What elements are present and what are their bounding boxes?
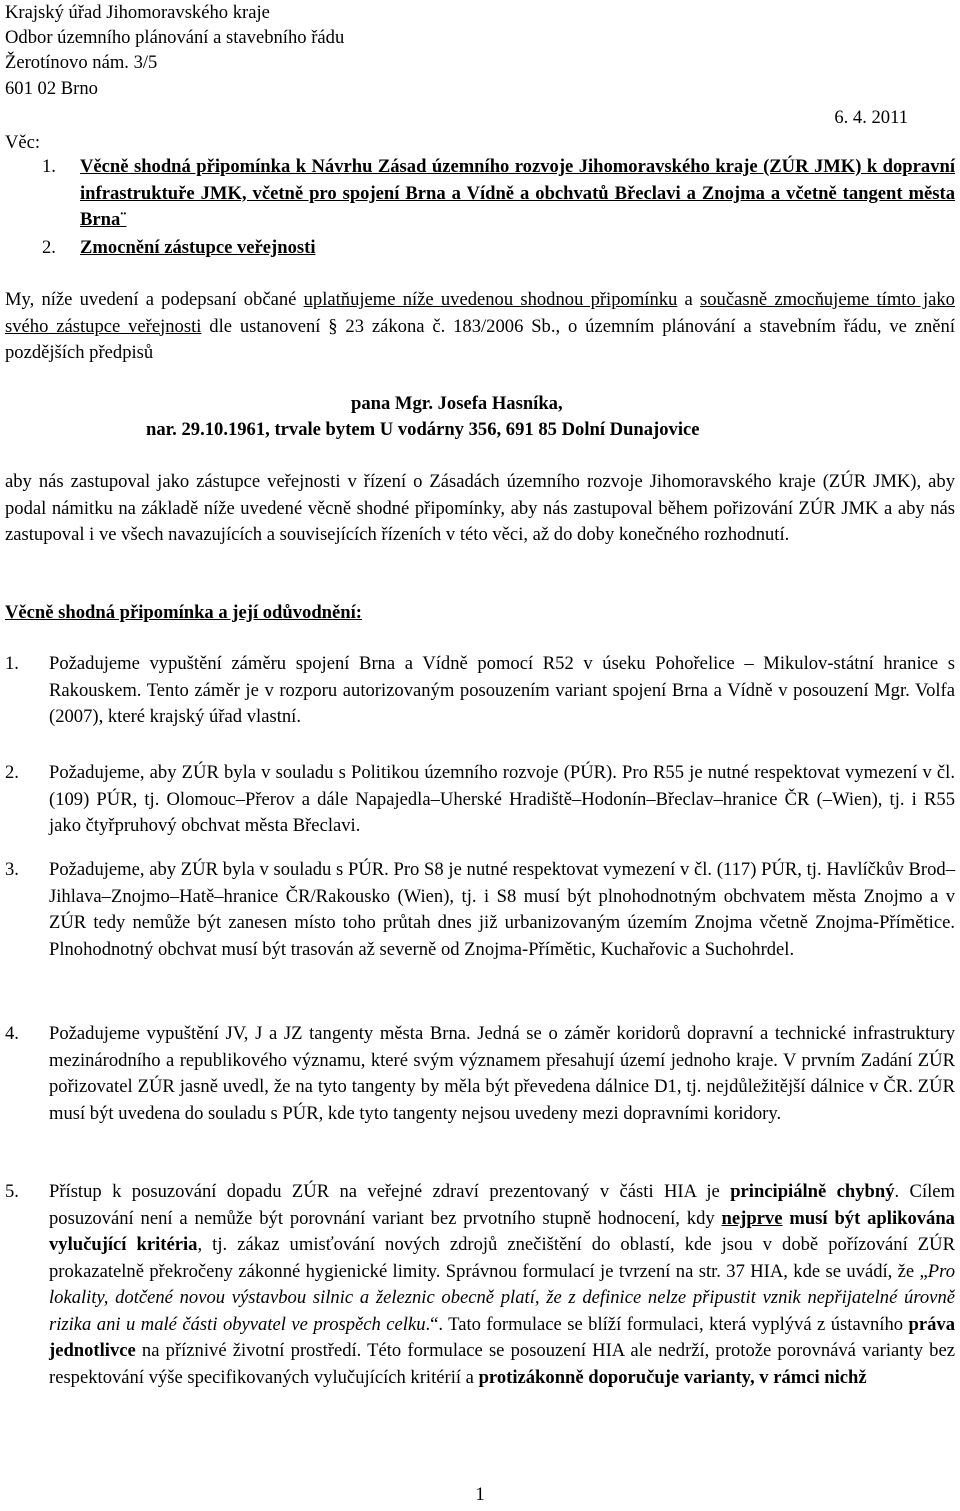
subject-label: Věc:	[5, 132, 41, 153]
point-number: 3.	[5, 859, 19, 880]
address-line-4: 601 02 Brno	[5, 78, 98, 99]
point-text: Požadujeme vypuštění záměru spojení Brna a Vídně pomocí R52 v úseku Pohořelice – Mikulov-státní hranice s Rakouskem. Tento záměr je v rozporu autorizovaným posouzením variant spojení Brna a Vídně v posouzení Mgr. Volfa (2007), které krajský úřad vlastní.	[49, 653, 955, 727]
subject-item-number: 2.	[42, 237, 56, 258]
letter-date: 6. 4. 2011	[834, 107, 908, 128]
point-number: 4.	[5, 1023, 19, 1044]
subject-item-number: 1.	[42, 156, 56, 177]
point-text: Požadujeme, aby ZÚR byla v souladu s PÚR. Pro S8 je nutné respektovat vymezení v čl. (117) PÚR, tj. Havlíčkův Brod–Jihlava–Znojmo–Hatě–hranice ČR/Rakousko (Wien), tj. i S8 musí být plnohodnotným obchvatem města Znojmo a v ZÚR tedy nemůže být zanesen místo toho průtah dnes již urbanizovaným územím Znojma včetně Znojma-Přímětice. Plnohodnotný obchvat musí být trasován až severně od Znojma-Přímětic, Kuchařovic a Suchohrdel.	[49, 859, 955, 960]
intro-paragraph: My, níže uvedení a podepsaní občané uplatňujeme níže uvedenou shodnou připomínku a současně zmocňujeme tímto jako svého zástupce veřejnosti dle ustanovení § 23 zákona č. 183/2006 Sb., o územním plánování a stavebním řádu, ve znění pozdějších předpisů	[5, 289, 955, 363]
section-heading: Věcně shodná připomínka a její odůvodnění:	[5, 602, 362, 623]
point-text: Požadujeme vypuštění JV, J a JZ tangenty města Brna. Jedná se o záměr koridorů dopravní a technické infrastruktury mezinárodního a republikového významu, které svým významem přesahují území jednoho kraje. V prvním Zadání ZÚR pořizovatel ZÚR jasně uvedl, že na tyto tangenty by měla být převedena dálnice D1, tj. nejdůležitější dálnice v ČR. ZÚR musí být uvedena do souladu s PÚR, kde tyto tangenty nejsou uvedeny mezi dopravními koridory.	[49, 1023, 955, 1124]
representative-details: nar. 29.10.1961, trvale bytem U vodárny 356, 691 85 Dolní Dunajovice	[146, 419, 700, 440]
point-text: Přístup k posuzování dopadu ZÚR na veřejné zdraví prezentovaný v části HIA je principiálně chybný. Cílem posuzování není a nemůže být porovnání variant bez prvotního stupně hodnocení, kdy nejprve musí být aplikována vylučující kritéria, tj. zákaz umisťování nových zdrojů znečištění do oblastí, kde jsou v době pořízování ZÚR prokazatelně překročeny zákonné hygienické limity. Správnou formulací je tvrzení na str. 37 HIA, kde se uvádí, že „Pro lokality, dotčené novou výstavbou silnic a železnic obecně platí, že z definice nelze připustit vznik nepřijatelné úrovně rizika ani u malé části obyvatel ve prospěch celku.“. Tato formulace se blíží formulaci, která vyplývá z ústavního práva jednotlivce na příznivé životní prostředí. Této formulace se posouzení HIA ale nedrží, protože porovnává varianty bez respektování výše specifikovaných vylučujících kritérií a protizákonně doporučuje varianty, v rámci nichž	[49, 1181, 956, 1388]
representative-name: pana Mgr. Josefa Hasníka,	[351, 393, 563, 414]
subject-item-text: Věcně shodná připomínka k Návrhu Zásad územního rozvoje Jihomoravského kraje (ZÚR JMK) k dopravní infrastruktuře JMK, včetně pro spojení Brna a Vídně a obchvatů Břeclavi a Znojma a včetně tangent města Brna¨	[80, 156, 955, 230]
point-text: Požadujeme, aby ZÚR byla v souladu s Politikou územního rozvoje (PÚR). Pro R55 je nutné respektovat vymezení v čl. (109) PÚR, tj. Olomouc–Přerov a dále Napajedla–Uherské Hradiště–Hodonín–Břeclav–hranice ČR (–Wien), tj. i R55 jako čtyřpruhový obchvat města Břeclavi.	[49, 762, 955, 836]
point-number: 2.	[5, 762, 19, 783]
point-number: 1.	[5, 653, 19, 674]
page-number: 1	[475, 1484, 485, 1505]
address-line-3: Žerotínovo nám. 3/5	[5, 52, 158, 73]
address-line-1: Krajský úřad Jihomoravského kraje	[5, 2, 270, 23]
point-number: 5.	[5, 1181, 19, 1202]
address-line-2: Odbor územního plánování a stavebního řádu	[5, 27, 345, 48]
mandate-paragraph: aby nás zastupoval jako zástupce veřejnosti v řízení o Zásadách územního rozvoje Jihomoravského kraje (ZÚR JMK), aby podal námitku na základě níže uvedené věcně shodné připomínky, aby nás zastupoval během pořizování ZÚR JMK a aby nás zastupoval i ve všech navazujících a souvisejících řízeních v této věci, až do doby konečného rozhodnutí.	[5, 471, 955, 545]
subject-item-text: Zmocnění zástupce veřejnosti	[80, 237, 316, 258]
